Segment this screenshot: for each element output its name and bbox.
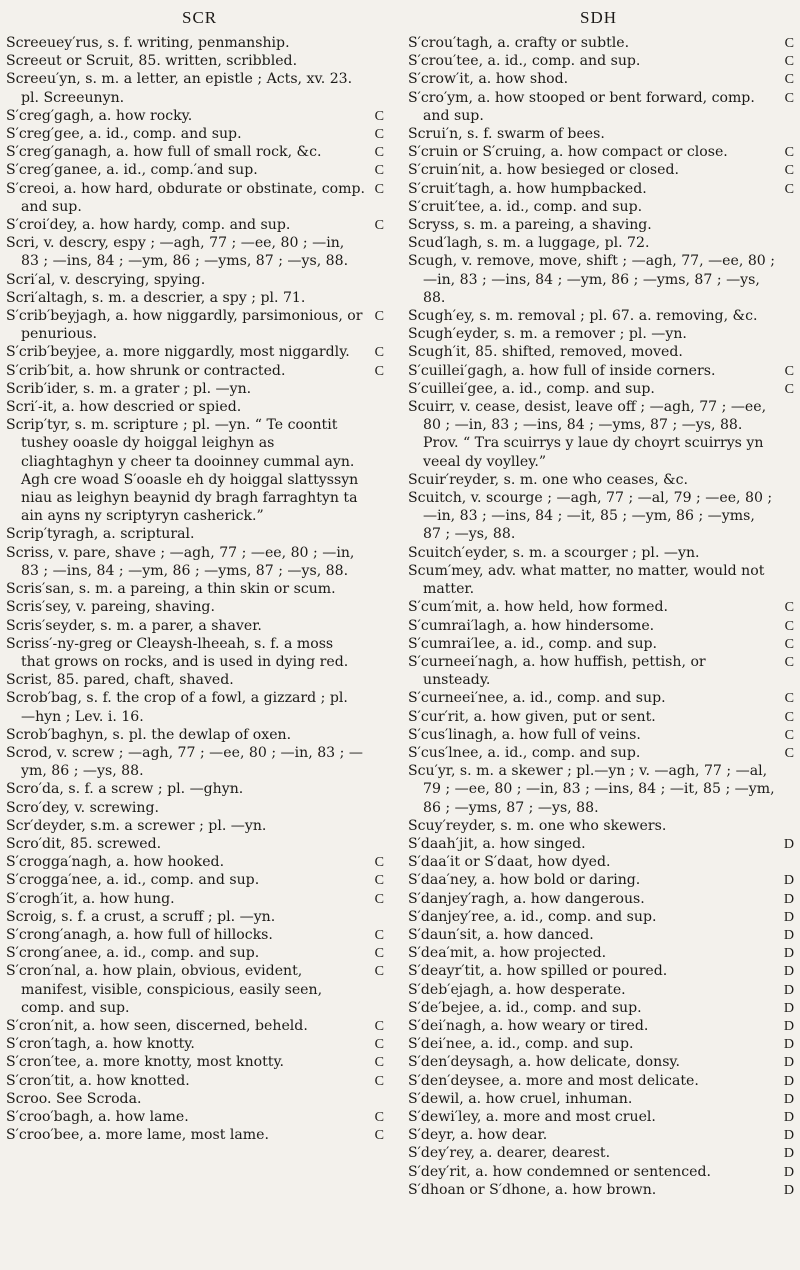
entry-text: S′dey′rit, a. how condemned or sentenced.	[408, 1163, 711, 1180]
dictionary-entry	[408, 180, 794, 198]
entry-text: S′creg′gee, a. id., comp. and sup.	[6, 126, 242, 143]
entry-text: Scud′lagh, s. m. a luggage, pl. 72.	[408, 235, 650, 252]
entry-root-letter: C	[374, 945, 384, 962]
entry-root-letter: C	[784, 653, 794, 670]
dictionary-entry	[6, 380, 384, 398]
dictionary-entry	[6, 125, 384, 143]
dictionary-entry	[6, 416, 384, 525]
entry-text: Scrui′n, s. f. swarm of bees.	[408, 126, 605, 143]
entry-text: Scr′deyder, s.m. a screwer ; pl. —yn.	[6, 817, 267, 834]
dictionary-entry	[408, 871, 794, 889]
entry-text: S′cruit′tee, a. id., comp. and sup.	[408, 198, 643, 215]
dictionary-entry	[6, 362, 384, 380]
entry-text: S′deayr′tit, a. how spilled or poured.	[408, 963, 668, 980]
entry-root-letter: C	[784, 89, 794, 106]
dictionary-entry	[408, 999, 794, 1017]
entry-text: S′dea′mit, a. how projected.	[408, 945, 607, 962]
dictionary-entry	[408, 835, 794, 853]
entry-text: S′dey′rey, a. dearer, dearest.	[408, 1145, 611, 1162]
entry-text: S′cruit′tagh, a. how humpbacked.	[408, 180, 647, 197]
dictionary-entry	[6, 52, 384, 70]
entry-text: S′crow′it, a. how shod.	[408, 71, 569, 88]
entry-text: S′curneei′nagh, a. how huffish, pettish, or unsteady.	[408, 653, 706, 689]
entry-root-letter: C	[784, 380, 794, 397]
entry-text: S′daa′it or S′daat, how dyed.	[408, 854, 611, 871]
entry-root-letter: C	[374, 344, 384, 361]
entry-text: Scugh′it, 85. shifted, removed, moved.	[408, 344, 683, 361]
entry-root-letter: C	[784, 144, 794, 161]
entry-text: S′curneei′nee, a. id., comp. and sup.	[408, 690, 666, 707]
entry-text: S′dewil, a. how cruel, inhuman.	[408, 1090, 633, 1107]
dictionary-entry	[408, 635, 794, 653]
entry-text: S′croi′dey, a. how hardy, comp. and sup.	[6, 217, 291, 234]
entry-text: Scris′sey, v. pareing, shaving.	[6, 599, 215, 616]
dictionary-entry	[408, 161, 794, 179]
dictionary-entry	[6, 216, 384, 234]
dictionary-entry	[6, 107, 384, 125]
entry-root-letter: C	[784, 635, 794, 652]
dictionary-entry	[408, 34, 794, 52]
entry-root-letter: D	[783, 1163, 794, 1180]
entry-text: S′creg′ganagh, a. how full of small rock, &c.	[6, 144, 322, 161]
entry-text: Scugh′ey, s. m. removal ; pl. 67. a. removing, &c.	[408, 308, 758, 325]
dictionary-entry	[408, 962, 794, 980]
entry-root-letter: C	[374, 854, 384, 871]
entry-text: Scrist, 85. pared, chaft, shaved.	[6, 672, 234, 689]
dictionary-entry	[408, 981, 794, 999]
entry-root-letter: D	[783, 835, 794, 852]
entry-text: S′cro′ym, a. how stooped or bent forward, comp. and sup.	[408, 89, 755, 124]
entry-text: S′cron′nal, a. how plain, obvious, evident, manifest, visible, conspicious, easily seen, comp. and sup.	[6, 963, 323, 1016]
entry-text: S′croo′bee, a. more lame, most lame.	[6, 1127, 269, 1144]
entry-text: Scrob′bag, s. f. the crop of a fowl, a gizzard ; pl. —hyn ; Lev. i. 16.	[6, 690, 348, 725]
entry-text: Scro′dey, v. screwing.	[6, 799, 159, 816]
dictionary-entry	[6, 580, 384, 598]
entry-text: S′dei′nee, a. id., comp. and sup.	[408, 1036, 634, 1053]
dictionary-entry	[408, 343, 794, 361]
entry-text: S′daun′sit, a. how danced.	[408, 926, 594, 943]
entry-root-letter: D	[783, 981, 794, 998]
entry-root-letter: C	[374, 180, 384, 197]
dictionary-entry	[408, 1163, 794, 1181]
dictionary-entry	[6, 307, 384, 343]
entry-text: S′danjey′ree, a. id., comp. and sup.	[408, 908, 657, 925]
entry-root-letter: D	[783, 1145, 794, 1162]
entry-root-letter: C	[374, 107, 384, 124]
dictionary-entry	[6, 544, 384, 580]
entry-root-letter: D	[783, 872, 794, 889]
entry-text: S′creg′ganee, a. id., comp.′and sup.	[6, 162, 258, 179]
entry-text: Scro′dit, 85. screwed.	[6, 835, 162, 852]
entry-root-letter: D	[783, 926, 794, 943]
entry-root-letter: C	[374, 126, 384, 143]
entry-root-letter: D	[783, 1090, 794, 1107]
entry-text: S′dewi′ley, a. more and most cruel.	[408, 1108, 656, 1125]
entry-root-letter: D	[783, 1054, 794, 1071]
entry-text: Scugh′eyder, s. m. a remover ; pl. —yn.	[408, 326, 687, 343]
entry-root-letter: C	[374, 162, 384, 179]
dictionary-entry	[6, 962, 384, 1017]
entry-text: Scris′san, s. m. a pareing, a thin skin or scum.	[6, 581, 336, 598]
dictionary-entry	[408, 762, 794, 817]
entry-text: Scrip′tyragh, a. scriptural.	[6, 526, 195, 543]
entry-text: S′cron′tee, a. more knotty, most knotty.	[6, 1054, 285, 1071]
entry-text: S′den′deysagh, a. how delicate, donsy.	[408, 1054, 681, 1071]
dictionary-entry	[6, 1072, 384, 1090]
entry-root-letter: C	[374, 872, 384, 889]
dictionary-entry	[408, 325, 794, 343]
entry-text: Scris′seyder, s. m. a parer, a shaver.	[6, 617, 262, 634]
header-right-guideword: SDH	[580, 8, 618, 27]
entry-text: S′cus′lnee, a. id., comp. and sup.	[408, 744, 641, 761]
dictionary-entry	[6, 180, 384, 216]
entry-text: S′cron′nit, a. how seen, discerned, beheld.	[6, 1017, 308, 1034]
dictionary-entry	[408, 726, 794, 744]
entry-root-letter: D	[783, 908, 794, 925]
dictionary-entry	[6, 234, 384, 270]
dictionary-entry	[408, 1181, 794, 1199]
entry-root-letter: D	[783, 963, 794, 980]
dictionary-entry	[408, 817, 794, 835]
dictionary-entry	[6, 799, 384, 817]
entry-text: S′cur′rit, a. how given, put or sent.	[408, 708, 656, 725]
dictionary-entry	[408, 362, 794, 380]
entry-text: Scuy′reyder, s. m. one who skewers.	[408, 817, 667, 834]
dictionary-entry	[408, 307, 794, 325]
entry-text: S′crib′beyjagh, a. how niggardly, parsimonious, or penurious.	[6, 308, 363, 343]
entry-text: Scrib′ider, s. m. a grater ; pl. —yn.	[6, 380, 252, 397]
entry-text: Scuitch′eyder, s. m. a scourger ; pl. —yn.	[408, 544, 700, 561]
entry-text: S′crogh′it, a. how hung.	[6, 890, 175, 907]
dictionary-entry	[6, 34, 384, 52]
entry-root-letter: C	[374, 144, 384, 161]
dictionary-entry	[408, 617, 794, 635]
entry-text: Screeu′yn, s. m. a letter, an epistle ; Acts, xv. 23. pl. Screeunyn.	[6, 71, 353, 106]
dictionary-entry	[6, 143, 384, 161]
entry-root-letter: C	[374, 217, 384, 234]
dictionary-entry	[6, 525, 384, 543]
dictionary-entry	[6, 398, 384, 416]
dictionary-entry	[6, 1053, 384, 1071]
entry-text: S′crong′anee, a. id., comp. and sup.	[6, 945, 260, 962]
entry-text: Screeut or Scruit, 85. written, scribbled.	[6, 53, 298, 70]
entry-root-letter: C	[784, 71, 794, 88]
entry-root-letter: C	[784, 690, 794, 707]
entry-text: Screeuey′rus, s. f. writing, penmanship.	[6, 35, 290, 51]
entry-root-letter: C	[784, 599, 794, 616]
entry-text: Scryss, s. m. a pareing, a shaving.	[408, 217, 652, 234]
entry-text: S′dei′nagh, a. how weary or tired.	[408, 1017, 649, 1034]
entry-text: S′den′deysee, a. more and most delicate.	[408, 1072, 699, 1089]
dictionary-entry	[408, 70, 794, 88]
entry-text: S′cus′linagh, a. how full of veins.	[408, 726, 641, 743]
dictionary-entry	[6, 726, 384, 744]
entry-root-letter: C	[784, 726, 794, 743]
entry-text: S′cruin or S′cruing, a. how compact or close.	[408, 144, 728, 161]
entry-text: Scuir′reyder, s. m. one who ceases, &c.	[408, 471, 688, 488]
entry-text: Scrod, v. screw ; —agh, 77 ; —ee, 80 ; —in, 83 ; —ym, 86 ; —ys, 88.	[6, 744, 363, 780]
entry-text: Scroo. See Scroda.	[6, 1090, 142, 1107]
dictionary-entry	[408, 489, 794, 544]
entry-root-letter: C	[784, 53, 794, 70]
dictionary-entry	[408, 398, 794, 471]
dictionary-entry	[408, 1108, 794, 1126]
entry-root-letter: C	[374, 1127, 384, 1144]
dictionary-entry	[6, 671, 384, 689]
dictionary-entry	[408, 143, 794, 161]
dictionary-entry	[6, 271, 384, 289]
dictionary-entry	[408, 252, 794, 307]
left-column	[6, 34, 384, 1144]
entry-root-letter: D	[783, 1017, 794, 1034]
entry-root-letter: C	[784, 617, 794, 634]
entry-root-letter: C	[374, 1072, 384, 1089]
dictionary-entry	[408, 1035, 794, 1053]
entry-text: Scrip′tyr, s. m. scripture ; pl. —yn. “ Te coontit tushey ooasle dy hoiggal leighyn as cliaghtaghyn y cheer ta dooinney cummal ayn. Agh cre woad S′ooasle eh dy hoiggal slattyssyn niau as leighyn beaynid dy bragh farraghtyn ta ain ayns ny scriptyryn casherick.”	[6, 417, 359, 525]
entry-root-letter: C	[784, 35, 794, 51]
entry-text: Scu′yr, s. m. a skewer ; pl.—yn ; v. —agh, 77 ; —al, 79 ; —ee, 80 ; —in, 83 ; —ins, 84 ; —it, 85 ; —ym, 86 ; —yms, 87 ; —ys, 88.	[408, 763, 775, 816]
dictionary-entry	[408, 1144, 794, 1162]
dictionary-entry	[6, 926, 384, 944]
entry-text: S′cum′mit, a. how held, how formed.	[408, 599, 669, 616]
dictionary-entry	[408, 926, 794, 944]
entry-text: S′daah′jit, a. how singed.	[408, 835, 586, 852]
entry-root-letter: C	[784, 362, 794, 379]
entry-text: S′creoi, a. how hard, obdurate or obstinate, comp. and sup.	[6, 180, 365, 215]
right-column	[408, 34, 794, 1199]
dictionary-entry	[6, 598, 384, 616]
dictionary-entry	[6, 289, 384, 307]
dictionary-entry	[408, 216, 794, 234]
dictionary-entry	[6, 70, 384, 106]
entry-text: S′crib′beyjee, a. more niggardly, most niggardly.	[6, 344, 350, 361]
entry-root-letter: C	[374, 890, 384, 907]
entry-text: S′danjey′ragh, a. how dangerous.	[408, 890, 645, 907]
entry-root-letter: D	[783, 999, 794, 1016]
entry-text: S′cuillei′gagh, a. how full of inside corners.	[408, 362, 716, 379]
dictionary-entry	[408, 1053, 794, 1071]
dictionary-entry	[408, 234, 794, 252]
entry-text: Scri′al, v. descrying, spying.	[6, 271, 206, 288]
dictionary-entry	[408, 744, 794, 762]
entry-root-letter: D	[783, 1072, 794, 1089]
entry-text: S′cuillei′gee, a. id., comp. and sup.	[408, 380, 655, 397]
entry-root-letter: D	[783, 1036, 794, 1053]
dictionary-entry	[6, 780, 384, 798]
dictionary-entry	[6, 871, 384, 889]
entry-root-letter: C	[374, 1017, 384, 1034]
dictionary-entry	[408, 1017, 794, 1035]
entry-text: S′de′bejee, a. id., comp. and sup.	[408, 999, 642, 1016]
entry-text: S′crong′anagh, a. how full of hillocks.	[6, 926, 273, 943]
dictionary-entry	[6, 1090, 384, 1108]
dictionary-entry	[6, 689, 384, 725]
dictionary-entry	[408, 125, 794, 143]
entry-root-letter: C	[374, 1054, 384, 1071]
dictionary-entry	[408, 1090, 794, 1108]
entry-root-letter: C	[784, 162, 794, 179]
dictionary-entry	[6, 944, 384, 962]
entry-text: S′crib′bit, a. how shrunk or contracted.	[6, 362, 286, 379]
dictionary-entry	[408, 908, 794, 926]
dictionary-entry	[408, 689, 794, 707]
dictionary-entry	[6, 1126, 384, 1144]
entry-text: S′cumrai′lagh, a. how hindersome.	[408, 617, 655, 634]
dictionary-entry	[6, 635, 384, 671]
entry-text: S′croo′bagh, a. how lame.	[6, 1108, 189, 1125]
dictionary-entry	[408, 380, 794, 398]
dictionary-entry	[6, 817, 384, 835]
entry-text: Scriss, v. pare, shave ; —agh, 77 ; —ee, 80 ; —in, 83 ; —ins, 84 ; —ym, 86 ; —yms, 87 ; —ys, 88.	[6, 544, 355, 579]
dictionary-entry	[408, 853, 794, 871]
dictionary-entry	[6, 161, 384, 179]
dictionary-entry	[6, 1035, 384, 1053]
entry-root-letter: C	[374, 1036, 384, 1053]
entry-text: S′cruin′nit, a. how besieged or closed.	[408, 162, 679, 179]
dictionary-entry	[6, 908, 384, 926]
entry-root-letter: C	[784, 180, 794, 197]
dictionary-entry	[408, 1126, 794, 1144]
entry-text: S′crou′tee, a. id., comp. and sup.	[408, 53, 641, 70]
page-header	[0, 8, 800, 32]
entry-text: Scum′mey, adv. what matter, no matter, would not matter.	[408, 562, 765, 598]
dictionary-entry	[6, 835, 384, 853]
dictionary-entry	[408, 198, 794, 216]
entry-text: S′cumrai′lee, a. id., comp. and sup.	[408, 635, 658, 652]
dictionary-entry	[6, 1017, 384, 1035]
entry-text: S′daa′ney, a. how bold or daring.	[408, 872, 641, 889]
entry-root-letter: C	[374, 926, 384, 943]
entry-text: S′crou′tagh, a. crafty or subtle.	[408, 35, 630, 51]
dictionary-entry	[408, 471, 794, 489]
entry-root-letter: C	[784, 708, 794, 725]
entry-root-letter: C	[374, 1108, 384, 1125]
entry-text: S′crogga′nagh, a. how hooked.	[6, 854, 225, 871]
dictionary-entry	[6, 343, 384, 361]
dictionary-entry	[408, 598, 794, 616]
entry-text: Scri′-it, a. how descried or spied.	[6, 399, 242, 416]
dictionary-entry	[408, 708, 794, 726]
entry-text: S′deb′ejagh, a. how desperate.	[408, 981, 626, 998]
entry-root-letter: C	[374, 308, 384, 325]
dictionary-entry	[408, 89, 794, 125]
dictionary-entry	[6, 1108, 384, 1126]
entry-root-letter: D	[783, 1127, 794, 1144]
dictionary-entry	[408, 544, 794, 562]
entry-text: Scugh, v. remove, move, shift ; —agh, 77, —ee, 80 ; —in, 83 ; —ins, 84 ; —ym, 86 ; —yms, 87 ; —ys, 88.	[408, 253, 775, 306]
entry-text: S′cron′tagh, a. how knotty.	[6, 1036, 195, 1053]
entry-text: Scroig, s. f. a crust, a scruff ; pl. —yn.	[6, 908, 276, 925]
entry-text: Scro′da, s. f. a screw ; pl. —ghyn.	[6, 781, 244, 798]
dictionary-entry	[408, 944, 794, 962]
entry-root-letter: C	[374, 963, 384, 980]
entry-text: Scri, v. descry, espy ; —agh, 77 ; —ee, 80 ; —in, 83 ; —ins, 84 ; —ym, 86 ; —yms, 87 ; —ys, 88.	[6, 235, 349, 270]
dictionary-entry	[408, 52, 794, 70]
entry-text: Scriss′-ny-greg or Cleaysh-lheeah, s. f. a moss that grows on rocks, and is used in dying red.	[6, 635, 349, 670]
entry-text: S′cron′tit, a. how knotted.	[6, 1072, 190, 1089]
dictionary-entry	[408, 653, 794, 689]
dictionary-entry	[6, 853, 384, 871]
entry-text: S′crogga′nee, a. id., comp. and sup.	[6, 872, 260, 889]
entry-text: Scrob′baghyn, s. pl. the dewlap of oxen.	[6, 726, 292, 743]
entry-root-letter: D	[783, 1108, 794, 1125]
entry-text: S′deyr, a. how dear.	[408, 1127, 548, 1144]
dictionary-entry	[6, 744, 384, 780]
entry-root-letter: D	[783, 1181, 794, 1198]
dictionary-entry	[408, 890, 794, 908]
entry-text: Scuitch, v. scourge ; —agh, 77 ; —al, 79 ; —ee, 80 ; —in, 83 ; —ins, 84 ; —it, 85 ; —ym, 86 ; —yms, 87 ; —ys, 88.	[408, 490, 773, 543]
entry-root-letter: C	[374, 362, 384, 379]
entry-root-letter: C	[784, 744, 794, 761]
entry-text: S′creg′gagh, a. how rocky.	[6, 107, 193, 124]
entry-text: Scri′altagh, s. m. a descrier, a spy ; pl. 71.	[6, 289, 306, 306]
dictionary-entry	[408, 562, 794, 598]
entry-text: S′dhoan or S′dhone, a. how brown.	[408, 1181, 657, 1198]
entry-text: Scuirr, v. cease, desist, leave off ; —agh, 77 ; —ee, 80 ; —in, 83 ; —ins, 84 ; —yms, 87 ; —ys, 88. Prov. “ Tra scuirrys y laue dy choyrt scuirrys yn veeal dy voylley.”	[408, 399, 767, 470]
entry-root-letter: D	[783, 945, 794, 962]
header-left-guideword: SCR	[182, 8, 218, 27]
dictionary-entry	[408, 1072, 794, 1090]
entry-root-letter: D	[783, 890, 794, 907]
dictionary-entry	[6, 617, 384, 635]
dictionary-entry	[6, 890, 384, 908]
